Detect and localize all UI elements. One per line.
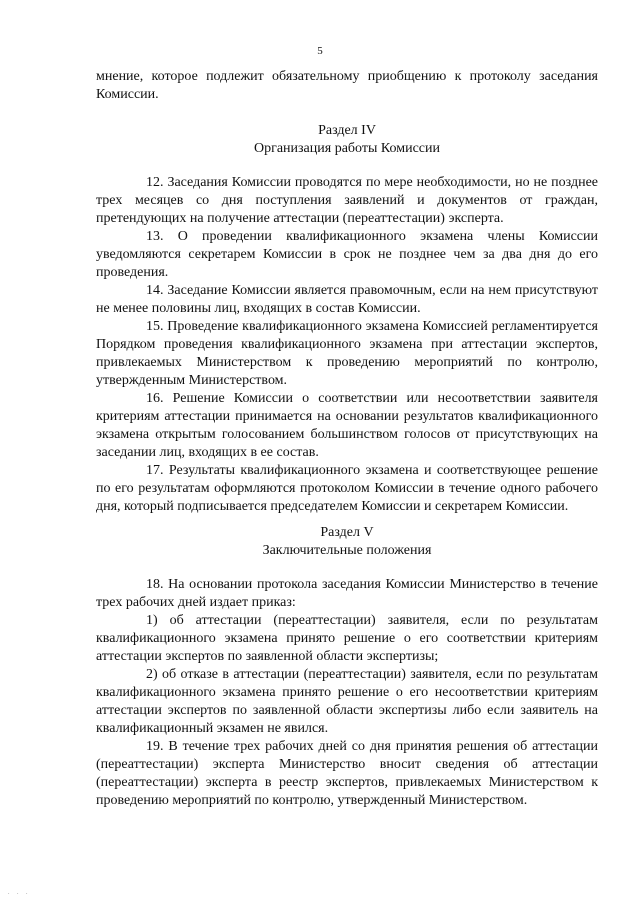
- page-number: 5: [317, 45, 323, 57]
- scan-mark: . . .: [8, 890, 31, 896]
- paragraph-15: 15. Проведение квалификационного экзамена Комиссией регламентируется Порядком проведения квалификационного экзамена при аттестации экспертов, привлекаемых Министерством к проведению мероприятий по контролю, утвержденным Министерством.: [96, 319, 598, 388]
- paragraph-17: 17. Результаты квалификационного экзамена и соответствующее решение по его результатам оформляются протоколом Комиссии в течение одного рабочего дня, который подписывается председателем Комиссии и секретарем Комиссии.: [96, 463, 598, 514]
- paragraph-12: 12. Заседания Комиссии проводятся по мере необходимости, но не позднее трех месяцев со дня поступления заявлений и документов от граждан, претендующих на получение аттестации (переаттестации) эксперта.: [96, 175, 598, 226]
- paragraph-18: 18. На основании протокола заседания Комиссии Министерство в течение трех рабочих дней издает приказ:: [96, 577, 598, 610]
- document-body: [96, 68, 598, 810]
- section-5-number: Раздел V: [320, 525, 374, 540]
- paragraph-18-item-2: 2) об отказе в аттестации (переаттестации) заявителя, если по результатам квалификационного экзамена принято решение о его несоответствии критериям аттестации экспертов по заявленной области экспертизы либо если заявитель на квалификационный экзамен не явился.: [96, 667, 598, 736]
- paragraph-14: 14. Заседание Комиссии является правомочным, если на нем присутствуют не менее половины лиц, входящих в состав Комиссии.: [96, 283, 598, 316]
- intro-paragraph: мнение, которое подлежит обязательному приобщению к протоколу заседания Комиссии.: [96, 69, 598, 102]
- paragraph-13: 13. О проведении квалификационного экзамена члены Комиссии уведомляются секретарем Комиссии в срок не позднее чем за два дня до его проведения.: [96, 229, 598, 280]
- paragraph-19: 19. В течение трех рабочих дней со дня принятия решения об аттестации (переаттестации) эксперта Министерство вносит сведения об аттестации (переаттестации) эксперта в реестр экспертов, привлекаемых Министерством к проведению мероприятий по контролю, утвержденный Министерством.: [96, 739, 598, 808]
- section-4-number: Раздел IV: [318, 123, 376, 138]
- paragraph-16: 16. Решение Комиссии о соответствии или несоответствии заявителя критериям аттестации принимается на основании результатов квалификационного экзамена открытым голосованием большинством голосов от присутствующих на заседании лиц, входящих в ее состав.: [96, 391, 598, 460]
- section-5-title: Заключительные положения: [262, 543, 432, 558]
- paragraph-18-item-1: 1) об аттестации (переаттестации) заявителя, если по результатам квалификационного экзамена принято решение о его соответствии критериям аттестации экспертов по заявленной области экспертизы;: [96, 613, 598, 664]
- section-4-title: Организация работы Комиссии: [253, 141, 441, 156]
